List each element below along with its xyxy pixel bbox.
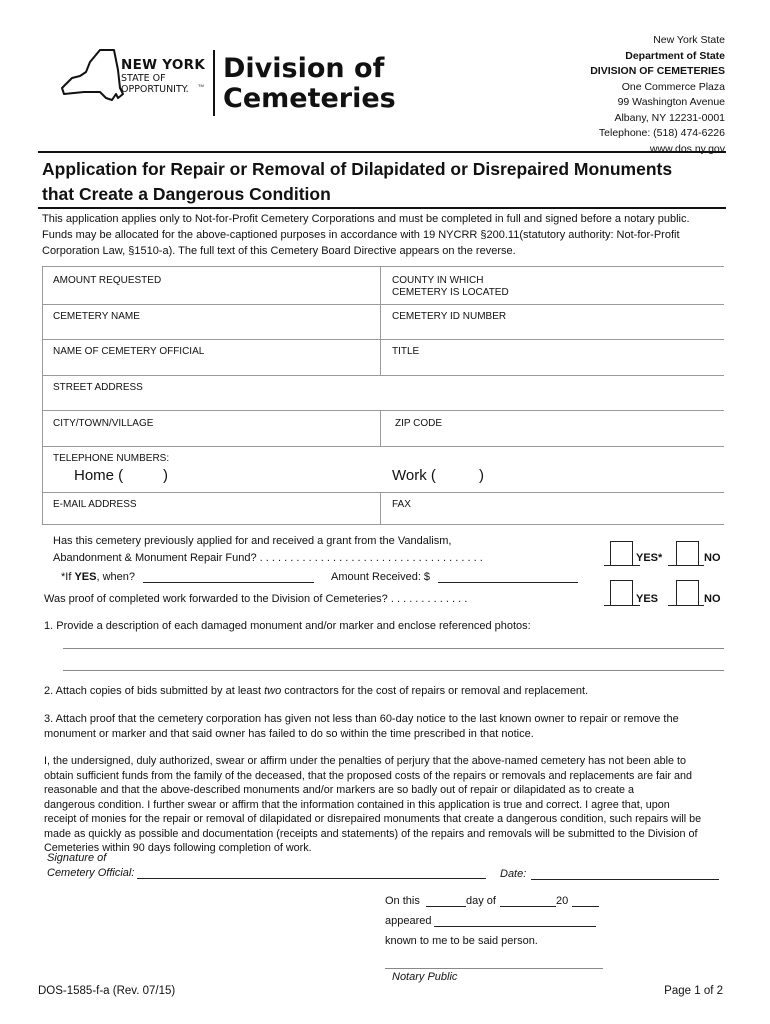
if-yes-suffix: , when?	[96, 571, 135, 583]
work-phone-field[interactable]: Work (	[392, 467, 436, 484]
logo-line-stateof: STATE OF	[121, 73, 166, 84]
notary-twenty: 20	[556, 895, 569, 907]
logo-trademark: TM	[198, 83, 204, 88]
date-input[interactable]	[531, 879, 719, 880]
logo-divider	[213, 50, 215, 116]
address-street1: One Commerce Plaza	[621, 80, 725, 93]
signature-label-line1: Signature of	[47, 852, 107, 864]
official-name-field[interactable]: NAME OF CEMETERY OFFICIAL	[53, 346, 205, 357]
address-department: Department of State	[625, 49, 725, 62]
address-phone: Telephone: (518) 474-6226	[598, 127, 725, 139]
notary-month-input[interactable]	[500, 906, 556, 907]
item3-line2: monument or marker and that said owner has failed to do so within the time prescribed in that notice.	[44, 728, 534, 740]
notary-appeared: appeared	[385, 915, 432, 927]
page-number: Page 1 of 2	[664, 985, 723, 997]
division-title-line1: Division of	[223, 53, 385, 84]
intro-line1: This application applies only to Not-for-Profit Cemetery Corporations and must be completed in full and signed before a notary public.	[42, 213, 690, 225]
telephone-label: TELEPHONE NUMBERS:	[53, 453, 170, 464]
signature-label-line2: Cemetery Official:	[47, 867, 135, 879]
grant-yes-checkbox[interactable]	[610, 541, 633, 566]
zip-code-field[interactable]: ZIP CODE	[395, 418, 443, 429]
affirmation-line: Cemeteries within 90 days following completion of work.	[44, 842, 312, 854]
street-address-field[interactable]: STREET ADDRESS	[53, 382, 143, 393]
email-field[interactable]: E-MAIL ADDRESS	[53, 499, 137, 510]
proof-no-checkbox[interactable]	[676, 580, 699, 606]
grant-date-input[interactable]	[143, 582, 314, 583]
if-yes-prefix: *If	[61, 571, 75, 583]
if-yes-when-label	[61, 570, 135, 585]
notary-year-input[interactable]	[572, 906, 599, 907]
cemetery-id-field[interactable]: CEMETERY ID NUMBER	[392, 311, 507, 322]
proof-yes-label: YES	[636, 593, 659, 605]
affirmation-line: obtain sufficient funds from the family of the deceased, that the proposed costs of the repairs or removals and replacements are fair and	[44, 769, 692, 782]
item2-instruction	[44, 684, 588, 699]
address-division: DIVISION OF CEMETERIES	[590, 65, 725, 77]
official-title-field[interactable]: TITLE	[392, 346, 420, 357]
grant-question-line1: Has this cemetery previously applied for and received a grant from the Vandalism,	[53, 535, 452, 547]
notary-appeared-input[interactable]	[434, 926, 596, 927]
city-field[interactable]: CITY/TOWN/VILLAGE	[53, 418, 154, 429]
item2-prefix: 2. Attach copies of bids submitted by at least	[44, 685, 265, 697]
cemetery-name-field[interactable]: CEMETERY NAME	[53, 311, 140, 322]
header-rule	[38, 151, 726, 153]
intro-line2: Funds may be allocated for the above-captioned purposes in accordance with 19 NYCRR §200.11(statutory authority: Not-for-Profit	[42, 229, 680, 241]
county-field-label2: CEMETERY IS LOCATED	[392, 287, 509, 298]
grant-question-line2: Abandonment & Monument Repair Fund? . . . . . . . . . . . . . . . . . . . . . . . . . . . . . . . . . . . . .	[53, 552, 483, 564]
home-phone-field[interactable]: Home (	[74, 467, 124, 484]
work-phone-close: )	[479, 467, 484, 484]
form-title-line2: that Create a Dangerous Condition	[42, 184, 331, 204]
proof-no-label: NO	[704, 593, 721, 605]
proof-question: Was proof of completed work forwarded to the Division of Cemeteries? . . . . . . . . . . . . .	[44, 593, 468, 605]
item3-line1: 3. Attach proof that the cemetery corporation has given not less than 60-day notice to the last known owner to repair or remove the	[44, 713, 679, 725]
if-yes-bold: YES	[74, 571, 97, 583]
amount-received-input[interactable]	[438, 582, 578, 583]
grant-yes-label: YES*	[636, 552, 663, 564]
address-street2: 99 Washington Avenue	[617, 96, 725, 108]
new-york-map-icon	[60, 48, 126, 108]
notary-signature-input[interactable]	[385, 968, 603, 969]
grant-no-label: NO	[704, 552, 721, 564]
affirmation-line: reasonable and that the above-described monuments and/or markers are so badly out of repair or dilapidated as to create a	[44, 784, 634, 796]
logo-line-newyork: NEW YORK	[121, 57, 206, 73]
form-title-line1: Application for Repair or Removal of Dilapidated or Disrepaired Monuments	[42, 159, 673, 179]
date-label: Date:	[500, 868, 527, 880]
address-state: New York State	[653, 34, 725, 46]
affirmation-line: dangerous condition. I further swear or affirm that the information contained in this application is true and correct. I agree that, upon	[44, 798, 670, 811]
logo-line-opportunity: OPPORTUNITY.	[121, 84, 189, 95]
affirmation-paragraph	[44, 754, 727, 856]
division-title-line2: Cemeteries	[223, 83, 396, 114]
intro-line3: Corporation Law, §1510-a). The full text of this Cemetery Board Directive appears on the reverse.	[42, 245, 516, 257]
affirmation-line: I, the undersigned, duly authorized, swear or affirm under the penalties of perjury that the above-named cemetery has not been able to	[44, 755, 687, 767]
amount-received-label: Amount Received: $	[331, 571, 431, 583]
amount-requested-field[interactable]: AMOUNT REQUESTED	[53, 275, 162, 286]
notary-day-of: day of	[466, 895, 496, 907]
item2-suffix: contractors for the cost of repairs or removal and replacement.	[281, 685, 589, 697]
title-rule	[38, 207, 726, 209]
notary-on-this: On this	[385, 895, 420, 907]
affirmation-line: made as quickly as possible and documentation (receipts and statements) of the repairs and removals will be submitted to the Division of	[44, 827, 698, 840]
description-line1-input[interactable]	[63, 648, 724, 649]
notary-known: known to me to be said person.	[385, 935, 538, 947]
description-line2-input[interactable]	[63, 670, 724, 671]
grant-no-checkbox[interactable]	[676, 541, 699, 566]
signature-input[interactable]	[137, 878, 486, 879]
agency-address-block	[590, 33, 725, 157]
item2-emphasis: two	[264, 685, 282, 697]
notary-public-label: Notary Public	[392, 971, 458, 983]
form-number: DOS-1585-f-a (Rev. 07/15)	[38, 985, 176, 997]
address-city: Albany, NY 12231-0001	[614, 111, 725, 124]
county-field-label1[interactable]: COUNTY IN WHICH	[392, 275, 484, 286]
proof-yes-checkbox[interactable]	[610, 580, 633, 606]
home-phone-close: )	[163, 467, 168, 484]
affirmation-line: receipt of monies for the repair or removal of dilapidated or disrepaired monuments that create a dangerous condition, such repairs will be	[44, 813, 702, 825]
fax-field[interactable]: FAX	[392, 499, 411, 510]
item1-instruction: 1. Provide a description of each damaged monument and/or marker and enclose referenced photos:	[44, 620, 531, 632]
notary-day-input[interactable]	[426, 906, 466, 907]
address-web[interactable]: www.dos.ny.gov	[649, 142, 725, 155]
